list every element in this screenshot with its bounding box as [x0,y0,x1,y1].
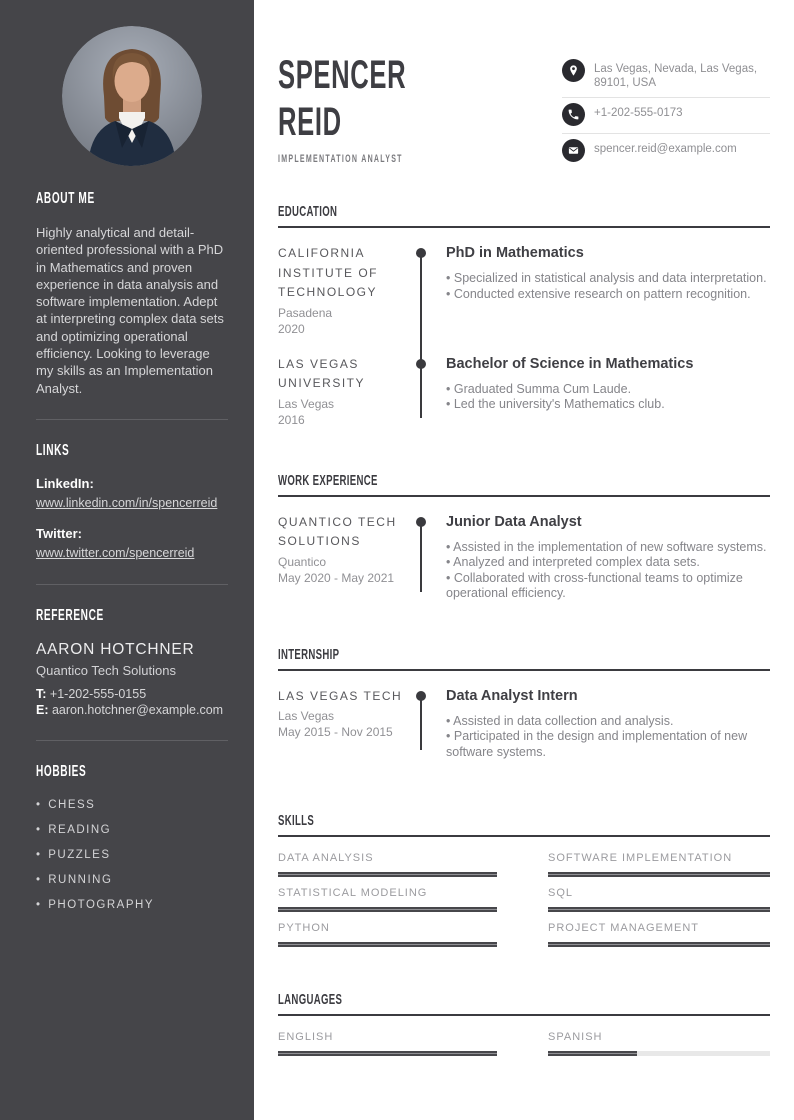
skill-label: SQL [548,887,574,899]
skills-section [278,812,770,947]
entry-org-column [278,244,416,337]
skill-bar [278,942,497,947]
education-entry [278,244,770,337]
hobbies-heading: HOBBIES [36,762,87,780]
contact-location-row [562,54,770,98]
org-name: LAS VEGAS UNIVERSITY [278,356,366,390]
reference-company: Quantico Tech Solutions [36,662,176,678]
linkedin-label: LinkedIn: [36,475,94,491]
language-bar [278,1051,497,1056]
avatar [62,26,202,166]
about-text: Highly analytical and detail-oriented professional with a PhD in Mathematics and proven experience in data analysis and software implementation. Adept at interpreting complex data sets and optimizing operational efficiency. Looking to leverage my skills as an Implementation Analyst. [36,225,224,396]
timeline-dot [416,691,426,701]
list-item: • Led the university's Mathematics club. [446,397,770,413]
language-item [278,1031,497,1056]
work-entries [278,513,770,602]
skill-label: SOFTWARE IMPLEMENTATION [548,852,733,864]
first-name: SPENCER [278,53,407,97]
skill-item [278,922,497,947]
entry-bullets [446,382,770,413]
email-text: spencer.reid@example.com [594,143,737,155]
languages-heading: LANGUAGES [278,991,770,1016]
education-entry [278,355,770,428]
main-content [254,0,794,1120]
list-item: • Assisted in data collection and analysis. [446,714,770,730]
name-block [278,52,478,169]
entry-bullets [446,714,770,761]
entry-date: 2016 [278,412,305,427]
skill-label: DATA ANALYSIS [278,852,374,864]
email-icon [562,139,585,162]
language-label: ENGLISH [278,1031,334,1043]
entry-title: Data Analyst Intern [446,687,578,704]
skill-item [548,852,770,877]
hobby-list [36,799,228,911]
last-name: REID [278,100,342,144]
phone-icon [562,103,585,126]
skill-bar [548,942,770,947]
entry-body [446,687,770,761]
entry-org-column [278,687,416,761]
entry-body [446,244,770,337]
twitter-link[interactable]: www.twitter.com/spencerreid [36,545,195,560]
hobbies-section [36,763,228,911]
entry-bullets [446,540,770,602]
list-item: • Graduated Summa Cum Laude. [446,382,770,398]
language-label: SPANISH [548,1031,603,1043]
reference-section [36,607,228,718]
list-item: • RUNNING [36,874,228,886]
skills-heading: SKILLS [278,812,770,837]
list-item: • Assisted in the implementation of new software systems. [446,540,770,556]
timeline-cell [416,244,446,337]
skill-bar [278,907,497,912]
org-name: QUANTICO TECH SOLUTIONS [278,514,397,548]
list-item: • PHOTOGRAPHY [36,899,228,911]
language-bar [548,1051,770,1056]
list-item [36,526,228,562]
education-section [278,203,770,428]
org-location: Quantico [278,554,327,569]
reference-phone: T: +1-202-555-0155 [36,686,147,701]
contact-phone-row [562,98,770,134]
profile-photo [62,26,202,166]
list-item: • Collaborated with cross-functional teams to optimize operational efficiency. [446,571,770,602]
work-experience-section [278,472,770,602]
skill-item [278,887,497,912]
skill-bar [278,872,497,877]
reference-name: AARON HOTCHNER [36,640,195,658]
links-heading: LINKS [36,441,70,459]
list-item: • Conducted extensive research on pattern recognition. [446,287,770,303]
work-entry [278,513,770,602]
internship-entry [278,687,770,761]
sidebar-divider [36,419,228,420]
list-item: • CHESS [36,799,228,811]
skill-label: PROJECT MANAGEMENT [548,922,700,934]
entry-date: May 2015 - Nov 2015 [278,725,393,739]
skill-bar [548,907,770,912]
org-location: Las Vegas [278,396,335,411]
org-name: CALIFORNIA INSTITUTE OF TECHNOLOGY [278,246,378,299]
language-item [548,1031,770,1056]
skill-item [278,852,497,877]
job-title: IMPLEMENTATION ANALYST [278,153,403,165]
internship-section [278,646,770,761]
reference-heading: REFERENCE [36,606,104,624]
entry-title: PhD in Mathematics [446,245,584,261]
sidebar-divider [36,584,228,585]
contact-block [562,54,770,169]
internship-entries [278,687,770,761]
skill-item [548,887,770,912]
entry-body [446,355,770,428]
skill-bar [548,872,770,877]
org-name: LAS VEGAS TECH [278,688,403,703]
org-location: Las Vegas [278,709,335,723]
phone-text: +1-202-555-0173 [594,107,683,119]
entry-title: Junior Data Analyst [446,513,582,530]
entry-date: 2020 [278,321,305,336]
timeline-dot [416,359,426,369]
about-section [36,190,228,397]
entry-org-column [278,355,416,428]
timeline-cell [416,687,446,761]
entry-date: May 2020 - May 2021 [278,570,395,585]
about-heading: ABOUT ME [36,190,95,207]
list-item: • READING [36,824,228,836]
twitter-label: Twitter: [36,525,82,541]
list-item: • Specialized in statistical analysis and data interpretation. [446,271,770,287]
reference-email: E: aaron.hotchner@example.com [36,702,224,717]
internship-heading: INTERNSHIP [278,646,770,671]
list-item [36,476,228,512]
org-location: Pasadena [278,305,333,320]
entry-org-column [278,513,416,602]
entry-bullets [446,271,770,302]
header [278,52,770,169]
list-item: • PUZZLES [36,849,228,861]
list-item: • Participated in the design and implementation of new software systems. [446,729,770,760]
work-experience-heading: WORK EXPERIENCE [278,472,770,497]
skill-label: STATISTICAL MODELING [278,887,428,899]
education-heading: EDUCATION [278,203,770,228]
skills-grid [278,852,770,947]
contact-email-row [562,134,770,169]
sidebar-divider [36,740,228,741]
languages-section [278,991,770,1056]
entry-body [446,513,770,602]
skill-label: PYTHON [278,922,330,934]
linkedin-link[interactable]: www.linkedin.com/in/spencerreid [36,495,218,510]
location-pin-icon [562,59,585,82]
skill-item [548,922,770,947]
links-section [36,442,228,562]
timeline-cell [416,355,446,428]
languages-grid [278,1031,770,1056]
sidebar [0,0,254,1120]
timeline-dot [416,248,426,258]
timeline-cell [416,513,446,602]
list-item: • Analyzed and interpreted complex data sets. [446,555,770,571]
education-entries [278,244,770,428]
entry-title: Bachelor of Science in Mathematics [446,355,694,372]
timeline-dot [416,517,426,527]
location-text: Las Vegas, Nevada, Las Vegas, 89101, USA [594,63,758,89]
